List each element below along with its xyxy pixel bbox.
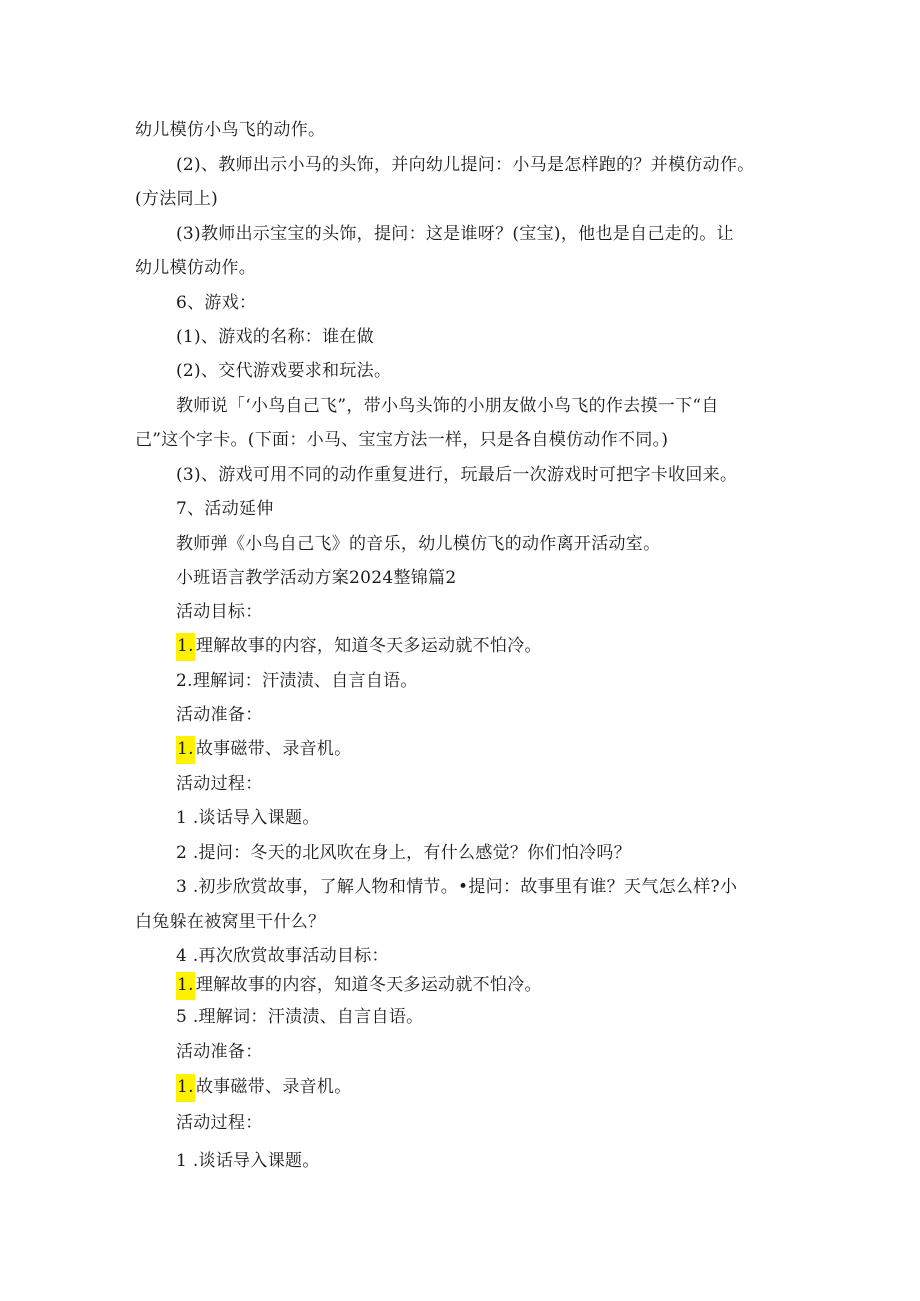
list-item <box>176 633 542 661</box>
section-heading: 活动过程： <box>176 774 263 794</box>
paragraph-line: 白兔躲在被窝里干什么？ <box>135 912 326 932</box>
list-item: 2 .提问：冬天的北风吹在身上，有什么感觉？你们怕冷吗？ <box>176 843 632 863</box>
paragraph-line: (方法同上) <box>135 189 219 209</box>
list-item-text: 理解故事的内容，知道冬天多运动就不怕冷。 <box>195 636 542 656</box>
section-heading: 活动准备： <box>176 705 263 725</box>
section-heading: 活动目标： <box>176 602 263 622</box>
paragraph-line: 教师说「‘小鸟自己飞”，带小鸟头饰的小朋友做小鸟飞的作去摸一下“自 <box>176 396 719 416</box>
section-heading: 7、活动延伸 <box>176 499 274 519</box>
section-heading: 6、游戏： <box>176 293 257 313</box>
highlight-marker: 1. <box>176 972 195 1000</box>
paragraph-line: 幼儿模仿动作。 <box>135 258 257 278</box>
list-item: 1 .谈话导入课题。 <box>176 1151 320 1171</box>
list-item-text: 故事磁带、录音机。 <box>195 739 352 759</box>
list-item <box>176 1074 352 1102</box>
highlight-marker: 1. <box>176 633 195 661</box>
list-item: 2.理解词：汗渍渍、自言自语。 <box>176 671 418 691</box>
highlight-marker: 1. <box>176 1074 195 1102</box>
list-item: 3 .初步欣赏故事，了解人物和情节。•提问：故事里有谁？天气怎么样?小 <box>176 877 738 897</box>
paragraph-line: 己”这个字卡。(下面：小马、宝宝方法一样，只是各自模仿动作不同。) <box>135 430 669 450</box>
paragraph-line: (3)、游戏可用不同的动作重复进行，玩最后一次游戏时可把字卡收回来。 <box>176 465 738 485</box>
paragraph-line: (3)教师出示宝宝的头饰，提问：这是谁呀？(宝宝)，他也是自己走的。让 <box>176 224 734 244</box>
list-item: 1 .谈话导入课题。 <box>176 808 320 828</box>
list-item: 5 .理解词：汗渍渍、自言自语。 <box>176 1007 424 1027</box>
paragraph-line: 教师弹《小鸟自己飞》的音乐，幼儿模仿飞的动作离开活动室。 <box>176 534 661 554</box>
highlight-marker: 1. <box>176 736 195 764</box>
document-title: 小班语言教学活动方案2024整锦篇2 <box>176 568 457 588</box>
paragraph-line: (2)、教师出示小马的头饰，并向幼儿提问：小马是怎样跑的？并模仿动作。 <box>176 155 755 175</box>
list-item <box>176 736 352 764</box>
list-item-text: 理解故事的内容，知道冬天多运动就不怕冷。 <box>195 975 542 995</box>
list-item <box>176 972 542 1000</box>
list-item-text: 故事磁带、录音机。 <box>195 1077 352 1097</box>
paragraph-line: (1)、游戏的名称：谁在做 <box>176 327 374 347</box>
list-item: 4 .再次欣赏故事活动目标： <box>176 946 389 966</box>
paragraph-line: 幼儿模仿小鸟飞的动作。 <box>135 120 326 140</box>
section-heading: 活动过程： <box>176 1113 263 1133</box>
section-heading: 活动准备： <box>176 1042 263 1062</box>
paragraph-line: (2)、交代游戏要求和玩法。 <box>176 361 392 381</box>
